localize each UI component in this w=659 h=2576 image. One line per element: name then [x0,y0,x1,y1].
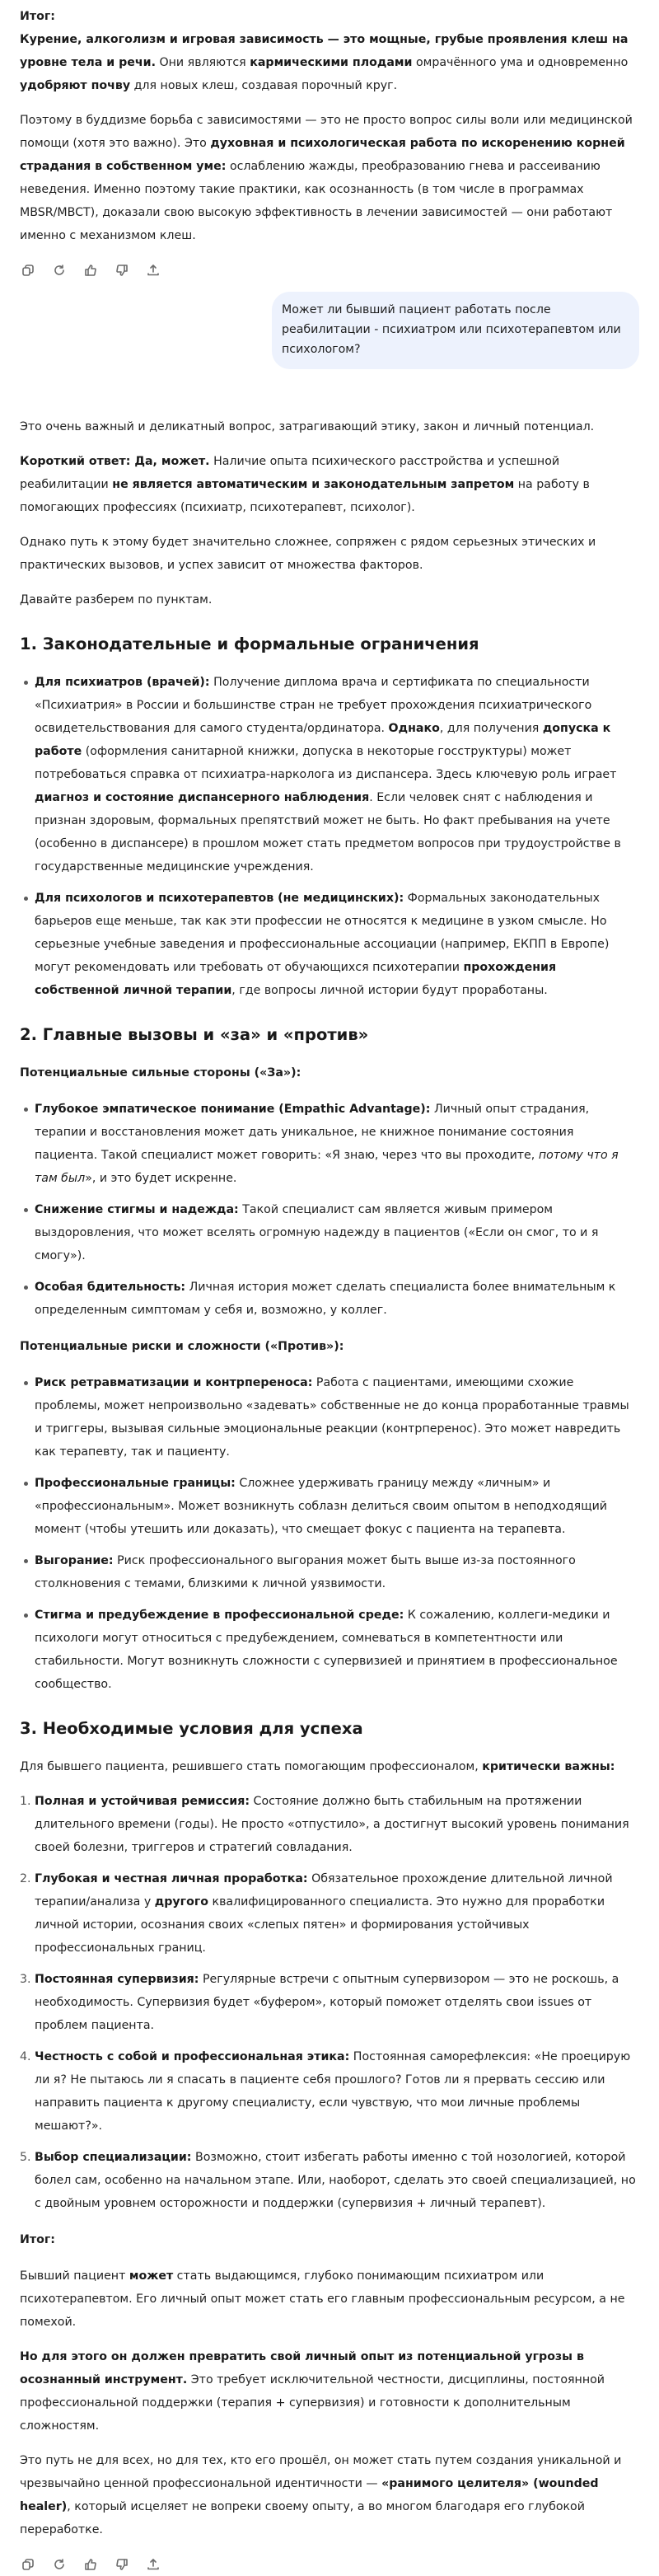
bold-text: Курение, алкоголизм и игровая зависимость — это мощные, грубые проявления клеш на уровне тела и речи. [20,33,629,69]
list-item [35,1371,639,1464]
list-item [35,1098,639,1190]
list-item [20,2146,639,2215]
text: Сложнее удерживать границу между «личным» и «профессиональным». Может возникнуть соблазн делиться своим опытом в неподходящий момент (чтобы утешить или доказать), что смещает фокус с пациента на терапевта. [35,1477,608,1536]
copy-button[interactable] [21,2558,35,2571]
bold-text: не является автоматическим и законодательным запретом [112,478,515,491]
bold-text: Однако [388,722,440,735]
section1-list [20,671,639,1002]
bold-text: Глубокое эмпатическое понимание (Empathic Advantage): [35,1103,431,1116]
italic-text: потому что я там был [35,1149,619,1185]
paragraph-short-answer [20,450,639,519]
message-actions [20,259,639,282]
list-item [20,1968,639,2037]
list-item [35,1604,639,1696]
list-item [35,1472,639,1541]
text: Бывший пациент [20,2269,129,2283]
list-item [35,1276,639,1322]
text: ослаблению жажды, преобразованию гнева и рассеиванию неведения. Именно поэтому такие практики, как осознанность (в том числе в программах MBSR/MBCT), доказали свою высокую эффективность в лечении зависимостей — они работают именно с механизмом клеш. [20,160,613,242]
bold-text: Выгорание: [35,1554,114,1567]
user-message-bubble: Может ли бывший пациент работать после реабилитации - психиатром или психотерапевтом или психологом? [272,292,639,369]
bold-text: диагноз и состояние диспансерного наблюдения [35,791,370,804]
text: омрачённого ума и одновременно [412,56,629,69]
text: Получение диплома врача и сертификата по специальности «Психиатрия» в России и большинстве стран не требует прохождения психиатрического освидетельствования для самого студента/ординатора. [35,676,592,735]
bold-text: Стигма и предубеждение в профессиональной среде: [35,1609,404,1622]
share-button[interactable] [147,264,160,277]
copy-button[interactable] [21,264,35,277]
list-number: 5. [20,2151,31,2164]
conditions-list [20,1790,639,2215]
paragraph [20,28,639,97]
bold-text: Риск ретравматизации и контрпереноса: [35,1376,313,1389]
summary-label: Итог: [20,10,55,23]
bold-text: критически важны: [482,1760,615,1773]
paragraph-lets: Давайте разберем по пунктам. [20,593,213,607]
text: стать выдающимся, глубоко понимающим психиатром или психотерапевтом. Его личный опыт может стать его главным профессиональным ресурсом, а не помехой. [20,2269,625,2329]
text: Личная история может сделать специалиста более внимательным к определенным симптомам у себя и, возможно, у коллег. [35,1281,616,1317]
regenerate-button[interactable] [53,2558,66,2571]
text: Формальных законодательных барьеров еще меньше, так как эти профессии не относятся к медицине в узком смысле. Но серьезные учебные заведения и профессиональные ассоциации (например, ЕКПП в Европе) могут рекомендовать или требовать от обучающихся психотерапии [35,892,610,974]
summary-paragraph-2 [20,2345,639,2438]
thumbs-up-button[interactable] [84,264,97,277]
text: Обязательное прохождение длительной личной терапии/анализа у [35,1872,613,1909]
list-number: 1. [20,1795,31,1808]
text: Работа с пациентами, имеющими схожие проблемы, может непроизвольно «задевать» собственные не до конца проработанные травмы и триггеры, вызывая сильные эмоциональные реакции (контрперенос). Это может навредить как терапевту, так и пациенту. [35,1376,629,1459]
bold-text: допуска к работе [35,722,611,758]
list-item [35,1549,639,1595]
text: , где вопросы личной истории будут проработаны. [231,984,548,997]
bold-text: Постоянная супервизия: [35,1973,199,1986]
bold-text: кармическими плодами [250,56,413,69]
assistant-message [20,415,639,2576]
text: на работу в помогающих профессиях (психиатр, психотерапевт, психолог). [20,478,590,514]
text: », и это будет искренне. [85,1172,237,1185]
paragraph-however: Однако путь к этому будет значительно сложнее, сопряжен с рядом серьезных этических и практических вызовов, и успех зависит от множества факторов. [20,536,596,572]
text: Постоянная саморефлексия: «Не проецирую ли я? Не пытаюсь ли я спасать в пациенте себя прошлого? Готов ли я прервать сессию или направить пациента к другому специалисту, если чувствую, что мои личные проблемы мешают?». [35,2050,631,2133]
text: Возможно, стоит избегать работы именно с той нозологией, которой болел сам, особенно на начальном этапе. Или, наоборот, сделать это своей специализацией, но с двойным уровнем осторожности и поддержки (супервизия + личный терапевт). [35,2151,636,2210]
assistant-message-previous [20,5,639,282]
thumbs-up-button[interactable] [84,2558,97,2571]
bold-text: Короткий ответ: Да, может. [20,455,210,468]
regenerate-icon [53,264,66,277]
list-item [20,1790,639,1859]
text: Наличие опыта психического расстройства и успешной реабилитации [20,455,560,491]
message-actions [20,2553,639,2576]
bold-text: Полная и устойчивая ремиссия: [35,1795,250,1808]
regenerate-button[interactable] [53,264,66,277]
share-icon [147,264,160,277]
copy-icon [21,264,35,277]
bold-text: Честность с собой и профессиональная этика: [35,2050,350,2063]
list-number: 3. [20,1973,31,1986]
text: , для получения [439,722,543,735]
text: Они являются [155,56,250,69]
cons-list [20,1371,639,1696]
bold-text: другого [154,1895,208,1909]
summary-paragraph-1 [20,2265,639,2334]
text: Риск профессионального выгорания может быть выше из-за постоянного столкновения с темами, близкими к личной уязвимости. [35,1554,576,1590]
text: квалифицированного специалиста. Это нужно для проработки личной истории, осознания своих «слепых пятен» и формирования устойчивых профессиональных границ. [35,1895,605,1955]
bold-text: прохождения собственной личной терапии [35,961,557,997]
thumbs-up-icon [84,264,97,277]
bold-text: Снижение стигмы и надежда: [35,1203,239,1216]
pros-list [20,1098,639,1322]
user-message-row [20,292,639,369]
thumbs-down-button[interactable] [115,2558,129,2571]
text: . Если человек снят с наблюдения и признан здоровым, формальных препятствий может не быть. Но факт пребывания на учете (особенно в диспансере) в прошлом может стать предметом вопросов при трудоустройстве в государственные медицинские учреждения. [35,791,621,873]
thumbs-down-button[interactable] [115,264,129,277]
paragraph [20,109,639,247]
paragraph-intro: Это очень важный и деликатный вопрос, затрагивающий этику, закон и личный потенциал. [20,420,595,433]
list-item [35,1198,639,1267]
list-item [35,887,639,1002]
list-item [20,1867,639,1960]
share-button[interactable] [147,2558,160,2571]
text: Такой специалист сам является живым примером выздоровления, что может вселять огромную надежду в пациентов («Если он смог, то и я смогу»). [35,1203,599,1262]
regenerate-icon [53,2558,66,2571]
text: , который исцеляет не вопреки своему опыту, а во многом благодаря его глубокой переработке. [20,2500,585,2536]
summary-label: Итог: [20,2233,55,2246]
thumbs-up-icon [84,2558,97,2571]
bold-text: Выбор специализации: [35,2151,192,2164]
copy-icon [21,2558,35,2571]
thumbs-down-icon [115,264,129,277]
text: Для бывшего пациента, решившего стать помогающим профессионалом, [20,1760,483,1773]
list-item [35,671,639,878]
bold-text: Для психологов и психотерапевтов (не медицинских): [35,892,404,905]
bold-text: Особая бдительность: [35,1281,186,1294]
bold-text: удобряют почву [20,79,131,92]
text: Это требует исключительной честности, дисциплины, постоянной профессиональной поддержки (терапия + супервизия) и готовности к дополнительным сложностям. [20,2373,605,2433]
section3-lead [20,1755,639,1778]
text: Личный опыт страдания, терапии и восстановления может дать уникальное, не книжное понимание состояния пациента. Такой специалист может говорить: «Я знаю, через что вы проходите, [35,1103,590,1162]
bold-text: Профессиональные границы: [35,1477,236,1490]
text: Регулярные встречи с опытным супервизором — это не роскошь, а необходимость. Супервизия будет «буфером», который поможет отделять свои issues от проблем пациента. [35,1973,619,2032]
bold-text: может [129,2269,174,2283]
list-item [20,2045,639,2138]
bold-text: Глубокая и честная личная проработка: [35,1872,308,1885]
list-number: 2. [20,1872,31,1885]
list-number: 4. [20,2050,31,2063]
section-heading-2: 2. Главные вызовы и «за» и «против» [20,1025,369,1044]
text: Состояние должно быть стабильным на протяжении длительного времени (годы). Не просто «отпустило», а достигнут высокий уровень понимания своей болезни, триггеров и стратегий совладания. [35,1795,629,1854]
summary-paragraph-3 [20,2449,639,2541]
share-icon [147,2558,160,2571]
text: Поэтому в буддизме борьба с зависимостями — это не просто вопрос силы воли или медицинской помощи (хотя это важно). Это [20,114,633,150]
pros-label: Потенциальные сильные стороны («За»): [20,1066,301,1080]
bold-text: Для психиатров (врачей): [35,676,210,689]
text: Это путь не для всех, но для тех, кто его прошёл, он может стать путем создания уникальной и чрезвычайно ценной профессиональной идентичности — [20,2454,622,2490]
thumbs-down-icon [115,2558,129,2571]
bold-text: Но для этого он должен превратить свой личный опыт из потенциальной угрозы в осознанный инструмент. [20,2350,584,2386]
bold-text: «ранимого целителя» (wounded healer) [20,2477,599,2513]
section-heading-1: 1. Законодательные и формальные ограничения [20,635,479,653]
text: для новых клеш, создавая порочный круг. [130,79,398,92]
text: К сожалению, коллеги-медики и психологи могут относиться с предубеждением, сомневаться в компетентности или стабильности. Могут возникнуть сложности с супервизией и принятием в профессиональное сообщество. [35,1609,618,1691]
section-heading-3: 3. Необходимые условия для успеха [20,1719,363,1738]
cons-label: Потенциальные риски и сложности («Против»): [20,1340,344,1353]
text: (оформления санитарной книжки, допуска в некоторые госструктуры) может потребоваться справка от психиатра-нарколога из диспансера. Здесь ключевую роль играет [35,745,617,781]
bold-text: духовная и психологическая работа по искоренению корней страдания в собственном уме: [20,137,625,173]
